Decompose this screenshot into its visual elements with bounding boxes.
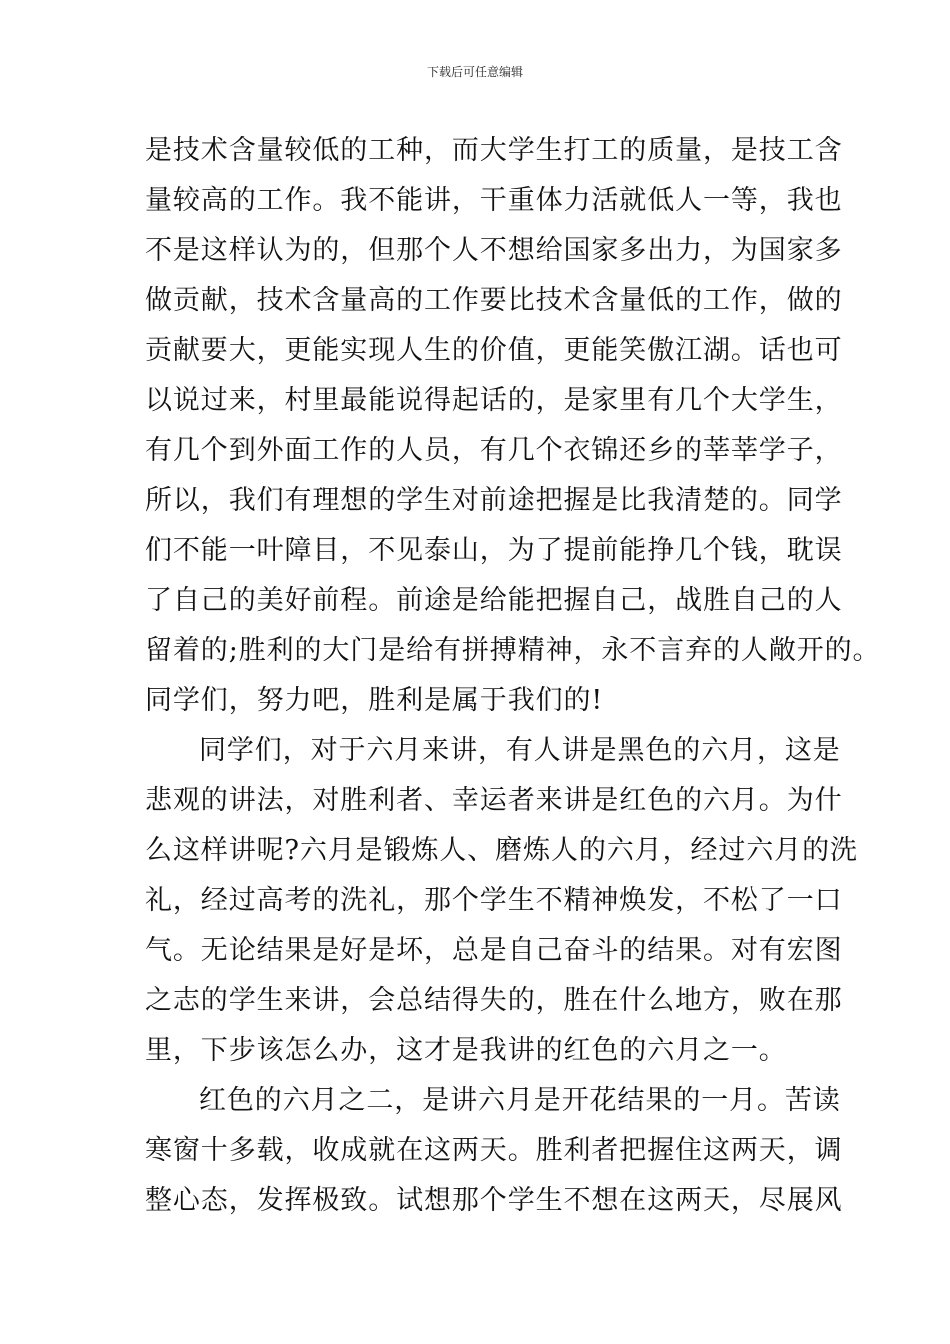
text-line: 有几个到外面工作的人员，有几个衣锦还乡的莘莘学子， [145,435,843,466]
text-line: 整心态，发挥极致。试想那个学生不想在这两天，尽展风 [145,1185,843,1216]
text-line: 么这样讲呢?六月是锻炼人、磨炼人的六月，经过六月的洗 [145,835,858,866]
text-line: 以说过来，村里最能说得起话的，是家里有几个大学生， [145,385,843,416]
paragraph-first-line: 红色的六月之二，是讲六月是开花结果的一月。苦读 [199,1085,841,1116]
page-header: 下载后可任意编辑 [426,65,523,79]
text-line: 之志的学生来讲，会总结得失的，胜在什么地方，败在那 [145,985,843,1016]
text-line: 礼，经过高考的洗礼，那个学生不精神焕发，不松了一口 [145,885,843,916]
text-line: 气。无论结果是好是坏，总是自己奋斗的结果。对有宏图 [145,935,843,966]
text-line: 贡献要大，更能实现人生的价值，更能笑傲江湖。话也可 [145,335,843,366]
text-line: 寒窗十多载，收成就在这两天。胜利者把握住这两天，调 [145,1135,843,1166]
text-line: 悲观的讲法，对胜利者、幸运者来讲是红色的六月。为什 [145,785,843,816]
paragraph-first-line: 同学们，对于六月来讲，有人讲是黑色的六月，这是 [199,735,841,766]
text-line: 里，下步该怎么办，这才是我讲的红色的六月之一。 [145,1035,787,1066]
text-line: 不是这样认为的，但那个人不想给国家多出力，为国家多 [145,235,843,266]
text-line: 所以，我们有理想的学生对前途把握是比我清楚的。同学 [145,485,843,516]
text-line: 留着的;胜利的大门是给有拼搏精神，永不言弃的人敞开的。 [145,635,881,666]
text-line: 了自己的美好前程。前途是给能把握自己，战胜自己的人 [145,585,843,616]
text-line: 是技术含量较低的工种，而大学生打工的质量，是技工含 [145,135,843,166]
text-line: 同学们，努力吧，胜利是属于我们的! [145,685,604,716]
text-line: 做贡献，技术含量高的工作要比技术含量低的工作，做的 [145,285,843,316]
text-line: 量较高的工作。我不能讲，干重体力活就低人一等，我也 [145,185,843,216]
document-body [145,126,881,1226]
text-line: 们不能一叶障目，不见泰山，为了提前能挣几个钱，耽误 [145,535,843,566]
